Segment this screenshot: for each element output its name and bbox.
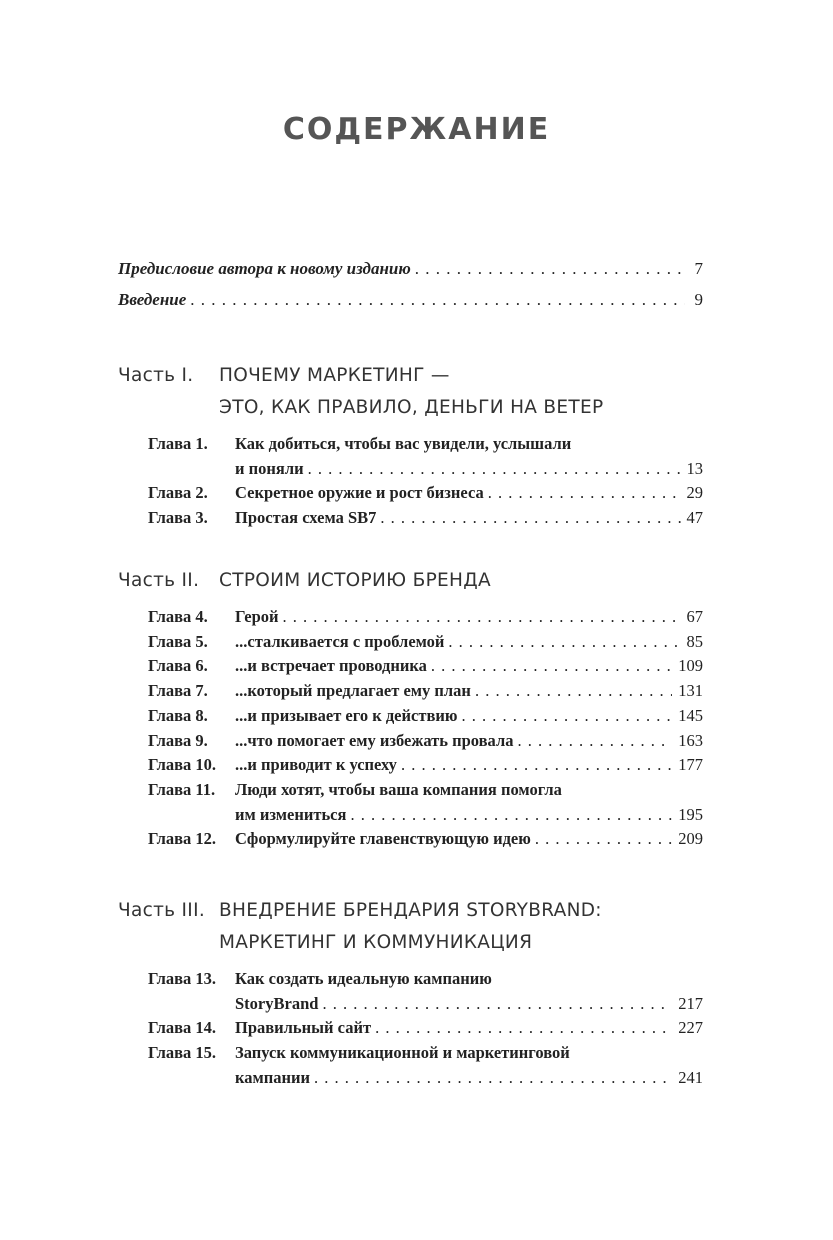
dot-leader [380, 506, 680, 531]
chapter-label: Глава 6. [148, 656, 208, 676]
chapter-title: им измениться [235, 804, 347, 824]
toc-chapter-11[interactable] [118, 778, 718, 827]
chapter-label: Глава 12. [148, 829, 217, 849]
part-heading [118, 565, 718, 597]
toc-chapter-15[interactable] [118, 1041, 718, 1090]
chapter-label: Глава 5. [148, 631, 208, 651]
dot-leader [415, 259, 685, 279]
chapter-page: 177 [678, 755, 703, 775]
chapter-page: 227 [678, 1018, 703, 1038]
chapter-label: Глава 8. [148, 705, 208, 725]
chapter-label: Глава 15. [148, 1043, 217, 1063]
dot-leader [461, 704, 672, 729]
part-title-line2: МАРКЕТИНГ И КОММУНИКАЦИЯ [219, 932, 533, 953]
toc-chapter-6[interactable] [118, 654, 718, 679]
front-matter [118, 259, 703, 321]
part-title-line1: СТРОИМ ИСТОРИЮ БРЕНДА [219, 570, 491, 591]
toc-chapter-5[interactable] [118, 630, 718, 655]
chapter-title: и поняли [235, 458, 304, 478]
toc-entry-introduction[interactable] [118, 290, 703, 321]
part-3 [118, 895, 718, 1091]
toc-entry-page: 7 [694, 259, 703, 278]
chapter-title-line1: Люди хотят, чтобы ваша компания помогла [235, 779, 562, 799]
part-label: Часть I. [118, 365, 194, 386]
dot-leader [517, 729, 672, 754]
chapter-label: Глава 1. [148, 434, 208, 453]
chapter-label: Глава 11. [148, 779, 216, 799]
chapter-page: 85 [686, 631, 703, 651]
toc-chapter-3[interactable] [118, 506, 718, 531]
chapter-label: Глава 2. [148, 483, 208, 503]
part-heading [118, 360, 718, 424]
chapter-title: ...сталкивается с проблемой [235, 631, 445, 651]
chapter-page: 145 [678, 705, 703, 725]
dot-leader [190, 290, 684, 310]
toc-chapter-14[interactable] [118, 1016, 718, 1041]
dot-leader [448, 630, 680, 655]
dot-leader [475, 679, 672, 704]
chapter-title-line1: Как добиться, чтобы вас увидели, услышали [235, 434, 572, 453]
chapter-title: Герой [235, 607, 279, 626]
chapter-title: ...и приводит к успеху [235, 755, 397, 775]
chapter-title-line1: Запуск коммуникационной и маркетинговой [235, 1043, 570, 1063]
toc-chapter-13[interactable] [118, 967, 718, 1016]
chapter-page: 163 [678, 730, 703, 750]
toc-chapter-8[interactable] [118, 704, 718, 729]
chapter-list [118, 967, 718, 1091]
toc-chapter-1[interactable] [118, 432, 718, 481]
dot-leader [535, 827, 672, 852]
part-title-line2: ЭТО, КАК ПРАВИЛО, ДЕНЬГИ НА ВЕТЕР [219, 397, 604, 418]
toc-chapter-10[interactable] [118, 753, 718, 778]
dot-leader [401, 753, 672, 778]
toc-chapter-12[interactable] [118, 827, 718, 852]
toc-entry-page: 9 [694, 290, 703, 309]
part-2 [118, 565, 718, 852]
chapter-page: 209 [678, 829, 703, 849]
chapter-page: 241 [678, 1067, 703, 1087]
chapter-label: Глава 7. [148, 681, 208, 701]
chapter-page: 217 [678, 993, 703, 1013]
chapter-title-line1: Как создать идеальную кампанию [235, 969, 492, 988]
chapter-page: 29 [686, 483, 703, 503]
chapter-label: Глава 13. [148, 969, 217, 988]
chapter-title: Правильный сайт [235, 1018, 372, 1038]
part-title-line1: ВНЕДРЕНИЕ БРЕНДАРИЯ STORYBRAND: [219, 900, 602, 921]
chapter-title: Сформулируйте главенствующую идею [235, 829, 531, 849]
chapter-title: ...что помогает ему избежать провала [235, 730, 514, 750]
toc-entry-preface[interactable] [118, 259, 703, 290]
dot-leader [375, 1016, 672, 1041]
part-label: Часть III. [118, 900, 205, 921]
chapter-title: Секретное оружие и рост бизнеса [235, 483, 484, 503]
chapter-list [118, 605, 718, 852]
part-1 [118, 360, 718, 531]
chapter-label: Глава 3. [148, 508, 208, 528]
dot-leader [322, 992, 672, 1017]
dot-leader [314, 1066, 672, 1091]
chapter-page: 131 [678, 681, 703, 701]
chapter-title: StoryBrand [235, 993, 319, 1013]
toc-entry-title: Предисловие автора к новому изданию [118, 259, 411, 278]
page-title: СОДЕРЖАНИЕ [282, 112, 551, 147]
toc-chapter-2[interactable] [118, 481, 718, 506]
dot-leader [308, 457, 681, 482]
chapter-label: Глава 4. [148, 607, 208, 626]
part-heading [118, 895, 718, 959]
part-label: Часть II. [118, 570, 200, 591]
chapter-list [118, 432, 718, 531]
chapter-title: ...и встречает проводника [235, 656, 427, 676]
toc-entry-title: Введение [118, 290, 187, 309]
chapter-label: Глава 9. [148, 730, 208, 750]
chapter-label: Глава 14. [148, 1018, 217, 1038]
part-title-line1: ПОЧЕМУ МАРКЕТИНГ — [219, 365, 450, 386]
chapter-title: Простая схема SB7 [235, 508, 377, 528]
chapter-page: 109 [678, 656, 703, 676]
chapter-title: кампании [235, 1067, 311, 1087]
dot-leader [488, 481, 681, 506]
dot-leader [431, 654, 672, 679]
chapter-title: ...и призывает его к действию [235, 705, 458, 725]
chapter-label: Глава 10. [148, 755, 217, 775]
chapter-title: ...который предлагает ему план [235, 681, 471, 701]
chapter-page: 195 [678, 804, 703, 824]
chapter-page: 13 [686, 458, 703, 478]
chapter-page: 67 [686, 607, 703, 626]
chapter-page: 47 [686, 508, 703, 528]
dot-leader [283, 605, 681, 630]
toc-chapter-4[interactable] [118, 605, 718, 630]
dot-leader [350, 803, 672, 828]
toc-chapter-7[interactable] [118, 679, 718, 704]
toc-chapter-9[interactable] [118, 729, 718, 754]
